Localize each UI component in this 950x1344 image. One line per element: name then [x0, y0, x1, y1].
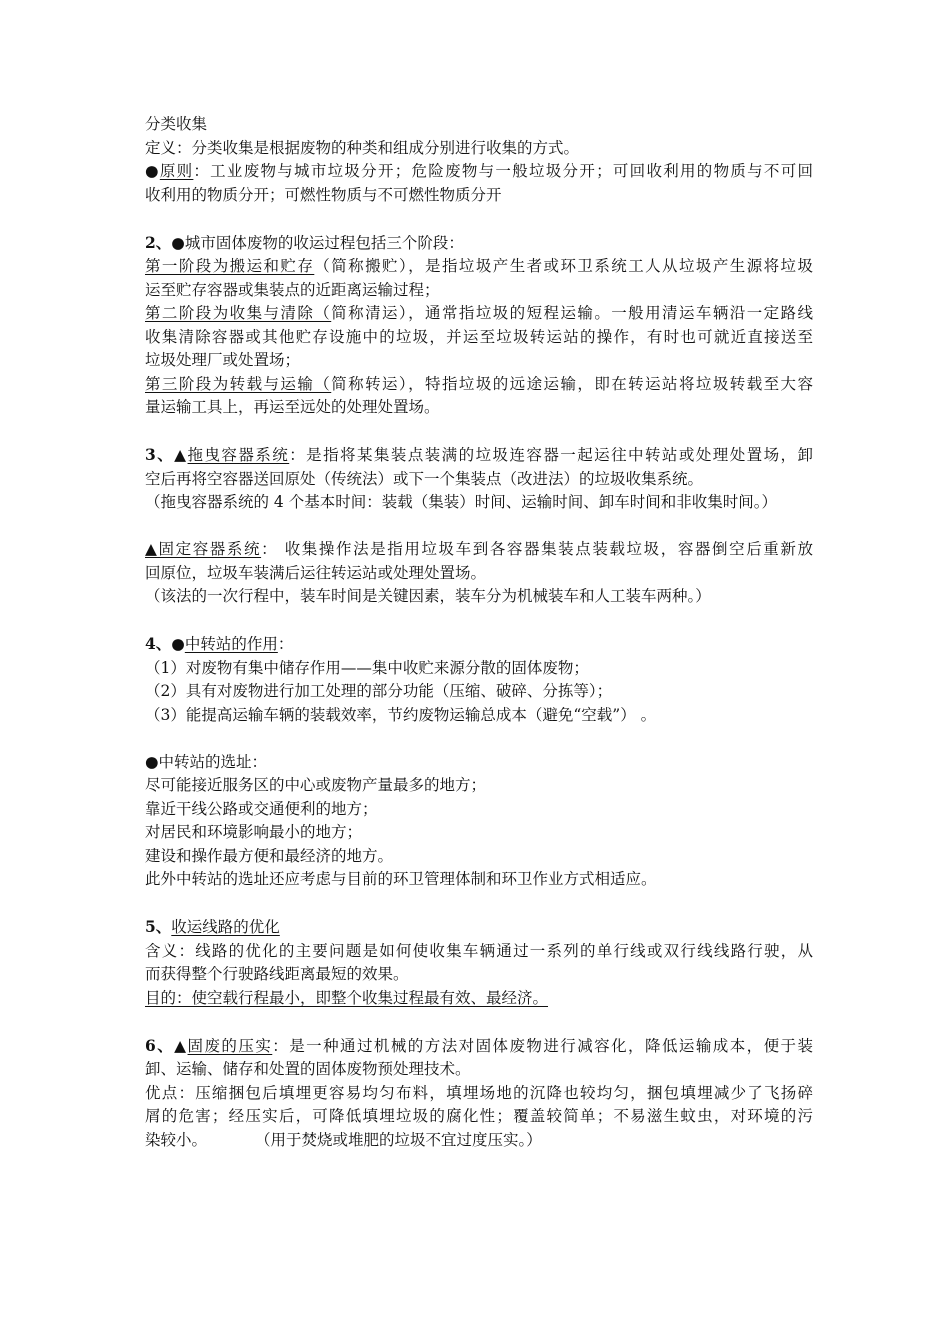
spacer: [145, 515, 813, 539]
list-item: （1）对废物有集中储存作用——集中收贮来源分散的固体废物；: [145, 658, 589, 677]
stage-1-label: 第一阶段为搬运和贮存: [145, 257, 315, 275]
spacer: [145, 609, 813, 633]
principle-line-1: [145, 160, 813, 184]
list-item: 靠近干线公路或交通便利的地方；: [145, 799, 378, 818]
section-5-line-2: 而获得整个行驶路线距离最短的效果。: [145, 965, 409, 983]
section-3-line-2: 空后再将空容器送回原处（传统法）或下一个集装点（改进法）的垃圾收集系统。: [145, 469, 704, 488]
advantages-text: 染较小。: [145, 1130, 208, 1149]
triangle-marker: ▲: [174, 1036, 188, 1055]
section-title: 分类收集: [145, 115, 208, 133]
stage-3-text: 简称转运），特指垃圾的远途运输，即在转运站将垃圾转载至大容: [331, 374, 813, 393]
section-number: 2、: [145, 232, 172, 252]
section-number: 4、: [145, 634, 172, 653]
section-3-line-1: [145, 443, 813, 468]
section-5-goal: 目的：使空载行程最小，即整个收集过程最有效、最经济。: [145, 988, 549, 1007]
site-heading: ●中转站的选址：: [145, 752, 268, 771]
principle-text: ：工业废物与城市垃圾分开；危险废物与一般垃圾分开；可回收利用的物质与不可回: [193, 162, 813, 180]
bullet-marker: ●: [145, 162, 160, 180]
term-compaction: 固废的压实: [187, 1036, 273, 1055]
advantages-note: （用于焚烧或堆肥的垃圾不宜过度压实。）: [255, 1130, 542, 1149]
list-item: 此外中转站的选址还应考虑与目前的环卫管理体制和环卫作业方式相适应。: [145, 870, 657, 888]
term-route-optimization: 收运线路的优化: [171, 918, 280, 936]
advantages-line-2: 屑的危害；经压实后，可降低填埋垃圾的腐化性；覆盖较简单；不易滋生蚊虫，对环境的污: [145, 1107, 813, 1125]
stage-2-text: 简称清运），通常指垃圾的短程运输。一般用清运车辆沿一定路线: [331, 304, 813, 322]
stage-2-label: 第二阶段为收集与清除（: [145, 304, 332, 322]
list-item: （3）能提高运输车辆的装载效率，节约废物运输总成本（避免“空载”） 。: [145, 705, 657, 724]
section-number: 6、: [145, 1035, 175, 1055]
stage-1-text: （简称搬贮），是指垃圾产生者或环卫系统工人从垃圾产生源将垃圾: [314, 257, 813, 275]
section-heading-text: ●城市固体废物的收运过程包括三个阶段：: [171, 233, 464, 252]
stage-3-line-1: [145, 373, 813, 397]
section-3-text: ：是指将某集装点装满的垃圾连容器一起运往中转站或处理处置场，卸: [289, 446, 813, 464]
definition-text: 定义：分类收集是根据废物的种类和组成分别进行收集的方式。: [145, 138, 580, 157]
triangle-marker: ▲: [174, 446, 188, 464]
section-5-line-1: 含义：线路的优化的主要问题是如何使收集车辆通过一系列的单行线或双行线线路行驶，从: [145, 941, 813, 960]
spacer: [145, 420, 813, 444]
section-2-heading: [145, 231, 813, 256]
spacer: [145, 1010, 813, 1034]
principle-line-2: 收利用的物质分开；可燃性物质与不可燃性物质分开: [145, 185, 502, 204]
list-item: 对居民和环境影响最小的地方；: [145, 823, 363, 841]
spacer: [145, 892, 813, 916]
stage-3-line-2: 量运输工具上，再运至远处的处理处置场。: [145, 398, 440, 416]
term-drag-container: 拖曳容器系统: [187, 446, 290, 464]
stage-2-line-3: 垃圾处理厂或处置场；: [145, 351, 301, 369]
list-item: 建设和操作最方便和最经济的地方。: [145, 846, 394, 865]
section-4-heading: [145, 632, 813, 657]
stage-2-line-1: [145, 302, 813, 326]
document-page: [145, 113, 813, 1152]
advantages-line-1: 优点：压缩捆包后填埋更容易均匀布料，填埋场地的沉降也较均匀，捆包填埋减少了飞扬碎: [145, 1083, 813, 1102]
fixed-container-note: （该法的一次行程中，装车时间是关键因素，装车分为机械装车和人工装车两种。）: [145, 587, 711, 605]
heading-colon: ：: [277, 635, 294, 653]
section-6-text: ：是一种通过机械的方法对固体废物进行减容化，降低运输成本，便于装: [272, 1036, 813, 1055]
fixed-container-line-2: 回原位，垃圾车装满后运往转运站或处理处置场。: [145, 563, 487, 582]
term-fixed-container: ▲固定容器系统: [145, 540, 262, 558]
fixed-container-text: ： 收集操作法是指用垃圾车到各容器集装点装载垃圾，容器倒空后重新放: [261, 540, 813, 558]
section-number: 3、: [145, 445, 175, 464]
stage-1-line-2: 运至贮存容器或集装点的近距离运输过程；: [145, 280, 440, 299]
spacer: [145, 207, 813, 231]
section-3-note: （拖曳容器系统的 4 个基本时间：装载（集装）时间、运输时间、卸车时间和非收集时间。）: [145, 493, 777, 511]
list-item: （2）具有对废物进行加工处理的部分功能（压缩、破碎、分拣等）；: [145, 682, 613, 700]
advantages-line-3: [145, 1129, 813, 1153]
fixed-container-line-1: [145, 538, 813, 562]
section-6-line-2: 卸、运输、储存和处置的固体废物预处理技术。: [145, 1060, 471, 1078]
principle-label: 原则: [159, 162, 194, 180]
list-item: 尽可能接近服务区的中心或废物产量最多的地方；: [145, 776, 487, 794]
stage-2-line-2: 收集清除容器或其他贮存设施中的垃圾，并运至垃圾转运站的操作，有时也可就近直接送至: [145, 327, 813, 346]
bullet-marker: ●: [171, 635, 185, 653]
section-5-heading: [145, 915, 813, 940]
section-6-line-1: [145, 1034, 813, 1059]
spacer: [145, 727, 813, 751]
section-number: 5、: [145, 917, 172, 936]
stage-1-line-1: [145, 255, 813, 279]
stage-3-label: 第三阶段为转载与运输（: [145, 374, 332, 393]
term-transfer-station-role: 中转站的作用: [184, 635, 278, 653]
